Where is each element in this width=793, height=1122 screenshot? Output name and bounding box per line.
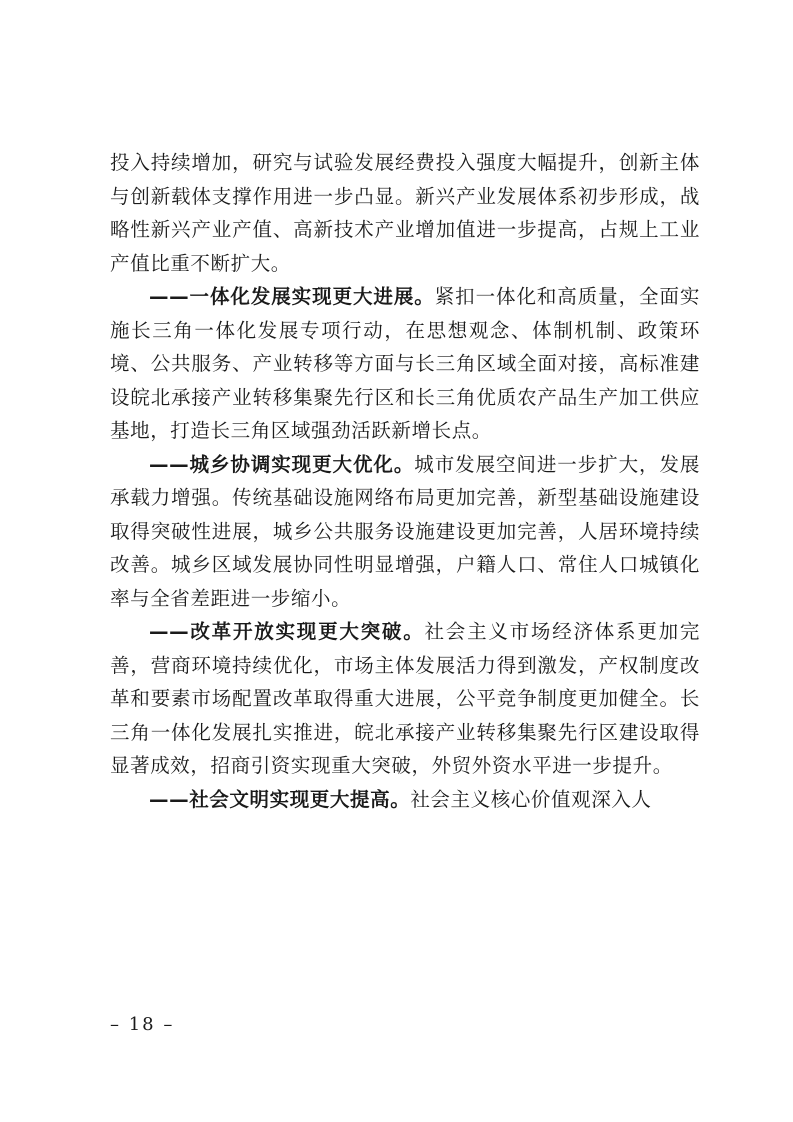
- paragraph-text: 紧扣一体化和高质量，全面实施长三角一体化发展专项行动，在思想观念、体制机制、政策环境、公共服务、产业转移等方面与长三角区域全面对接，高标准建设皖北承接产业转移集聚先行区和长三角优质农产品生产加工供应基地，打造长三角区域强劲活跃新增长点。: [110, 285, 700, 442]
- paragraph-heading: ——城乡协调实现更大优化。: [149, 452, 415, 476]
- paragraph-text: 投入持续增加，研究与试验发展经费投入强度大幅提升，创新主体与创新载体支撑作用进一步凸显。新兴产业发展体系初步形成，战略性新兴产业产值、高新技术产业增加值进一步提高，占规上工业产值比重不断扩大。: [110, 151, 700, 275]
- page-number: – 18 –: [110, 1014, 175, 1035]
- paragraph-urban-rural: [110, 448, 700, 616]
- paragraph-heading: ——一体化发展实现更大进展。: [149, 285, 435, 308]
- paragraph-integration: [110, 280, 700, 448]
- document-body: [110, 146, 700, 816]
- paragraph-heading: ——改革开放实现更大突破。: [149, 620, 425, 643]
- paragraph-heading: ——社会文明实现更大提高。: [149, 787, 411, 811]
- paragraph-text: 社会主义市场经济体系更加完善，营商环境持续优化，市场主体发展活力得到激发，产权制度改革和要素市场配置改革取得重大进展，公平竞争制度更加健全。长三角一体化发展扎实推进，皖北承接产业转移集聚先行区建设取得显著成效，招商引资实现重大突破，外贸外资水平进一步提升。: [110, 620, 700, 777]
- paragraph-continuation: [110, 146, 700, 280]
- paragraph-reform-opening: [110, 615, 700, 783]
- paragraph-social-civilization: [110, 783, 700, 817]
- paragraph-text: 城市发展空间进一步扩大，发展承载力增强。传统基础设施网络布局更加完善，新型基础设施建设取得突破性进展，城乡公共服务设施建设更加完善，人居环境持续改善。城乡区域发展协同性明显增强，户籍人口、常住人口城镇化率与全省差距进一步缩小。: [110, 452, 700, 610]
- paragraph-text: 社会主义核心价值观深入人: [410, 787, 652, 811]
